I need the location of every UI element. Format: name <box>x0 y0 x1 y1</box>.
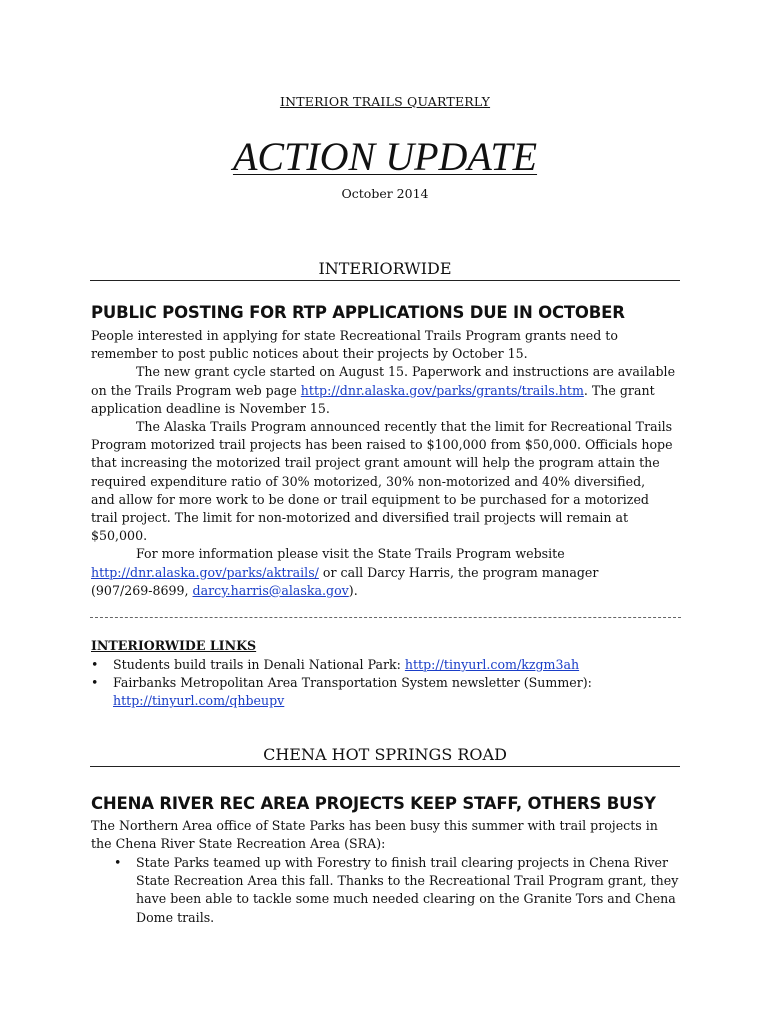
denali-trails-link[interactable]: http://tinyurl.com/kzgm3ah <box>404 657 580 672</box>
text-line: The Alaska Trails Program announced recently that the limit for Recreational Trails <box>136 419 673 435</box>
newsletter-series: INTERIOR TRAILS QUARTERLY <box>279 94 491 109</box>
text-line: have been able to tackle some much needed clearing on the Granite Tors and Chena <box>136 891 676 907</box>
newsletter-title <box>0 133 770 181</box>
bullet-icon: • <box>114 855 122 870</box>
text-line: People interested in applying for state Recreational Trails Program grants need to <box>91 328 618 343</box>
text-line: required expenditure ratio of 30% motorized, 30% non-motorized and 40% diversified, <box>91 473 646 489</box>
text-line: application deadline is November 15. <box>91 400 330 416</box>
article-headline-rtp: PUBLIC POSTING FOR RTP APPLICATIONS DUE IN OCTOBER <box>91 303 625 322</box>
text-line <box>91 382 681 400</box>
dashed-divider <box>90 617 681 618</box>
list-item <box>91 656 681 674</box>
text-line: The new grant cycle started on August 15. Paperwork and instructions are available <box>136 364 676 380</box>
bullet-icon: • <box>91 657 99 672</box>
bullet-icon: • <box>91 675 99 691</box>
email-link[interactable]: darcy.harris@alaska.gov <box>192 582 349 598</box>
aktrails-link[interactable]: http://dnr.alaska.gov/parks/aktrails/ <box>91 564 319 580</box>
text-line: trail project. The limit for non-motorized and diversified trail projects will remain at <box>91 510 629 526</box>
links-heading: INTERIORWIDE LINKS <box>91 638 257 653</box>
links-list <box>91 656 681 711</box>
text-span: ). <box>348 582 358 598</box>
chena-bullet-list <box>114 854 684 927</box>
text-line: Dome trails. <box>136 909 215 925</box>
text-span: . The grant <box>583 382 655 398</box>
text-span: (907/269-8699, <box>91 582 193 598</box>
text-span: on the Trails Program web page <box>91 382 301 398</box>
text-line: remember to post public notices about their projects by October 15. <box>91 346 528 362</box>
text-line: State Parks teamed up with Forestry to finish trail clearing projects in Chena River <box>136 855 668 870</box>
section-heading-chena: CHENA HOT SPRINGS ROAD <box>90 745 680 767</box>
text-line: The Northern Area office of State Parks has been busy this summer with trail projects in <box>91 818 658 833</box>
section-heading-interiorwide: INTERIORWIDE <box>90 259 680 281</box>
text-line: Program motorized trail projects has been raised to $100,000 from $50,000. Officials hope <box>91 437 673 453</box>
article-headline-chena: CHENA RIVER REC AREA PROJECTS KEEP STAFF, OTHERS BUSY <box>91 794 656 813</box>
list-item-text: Students build trails in Denali National Park: <box>113 657 405 672</box>
fmats-newsletter-link[interactable]: http://tinyurl.com/qhbeupv <box>113 693 285 709</box>
text-span: or call Darcy Harris, the program manager <box>318 564 599 580</box>
text-line: $50,000. <box>91 528 148 544</box>
text-line: that increasing the motorized trail project grant amount will help the program attain the <box>91 455 660 471</box>
article-body-chena <box>91 817 681 853</box>
list-item <box>91 674 681 710</box>
text-line: and allow for more work to be done or trail equipment to be purchased for a motorized <box>91 491 649 507</box>
list-item <box>114 854 684 927</box>
article-body-rtp <box>91 327 681 600</box>
text-line: the Chena River State Recreation Area (SRA): <box>91 836 386 852</box>
trails-grants-link[interactable]: http://dnr.alaska.gov/parks/grants/trails.htm <box>300 382 584 398</box>
list-item-text: Fairbanks Metropolitan Area Transportation System newsletter (Summer): <box>113 675 592 691</box>
newsletter-title-text: ACTION UPDATE <box>232 134 538 179</box>
text-line: For more information please visit the State Trails Program website <box>136 546 565 562</box>
text-line: State Recreation Area this fall. Thanks to the Recreational Trail Program grant, they <box>136 873 679 889</box>
text-line <box>91 582 681 600</box>
text-line <box>91 564 681 582</box>
issue-date: October 2014 <box>341 186 429 201</box>
